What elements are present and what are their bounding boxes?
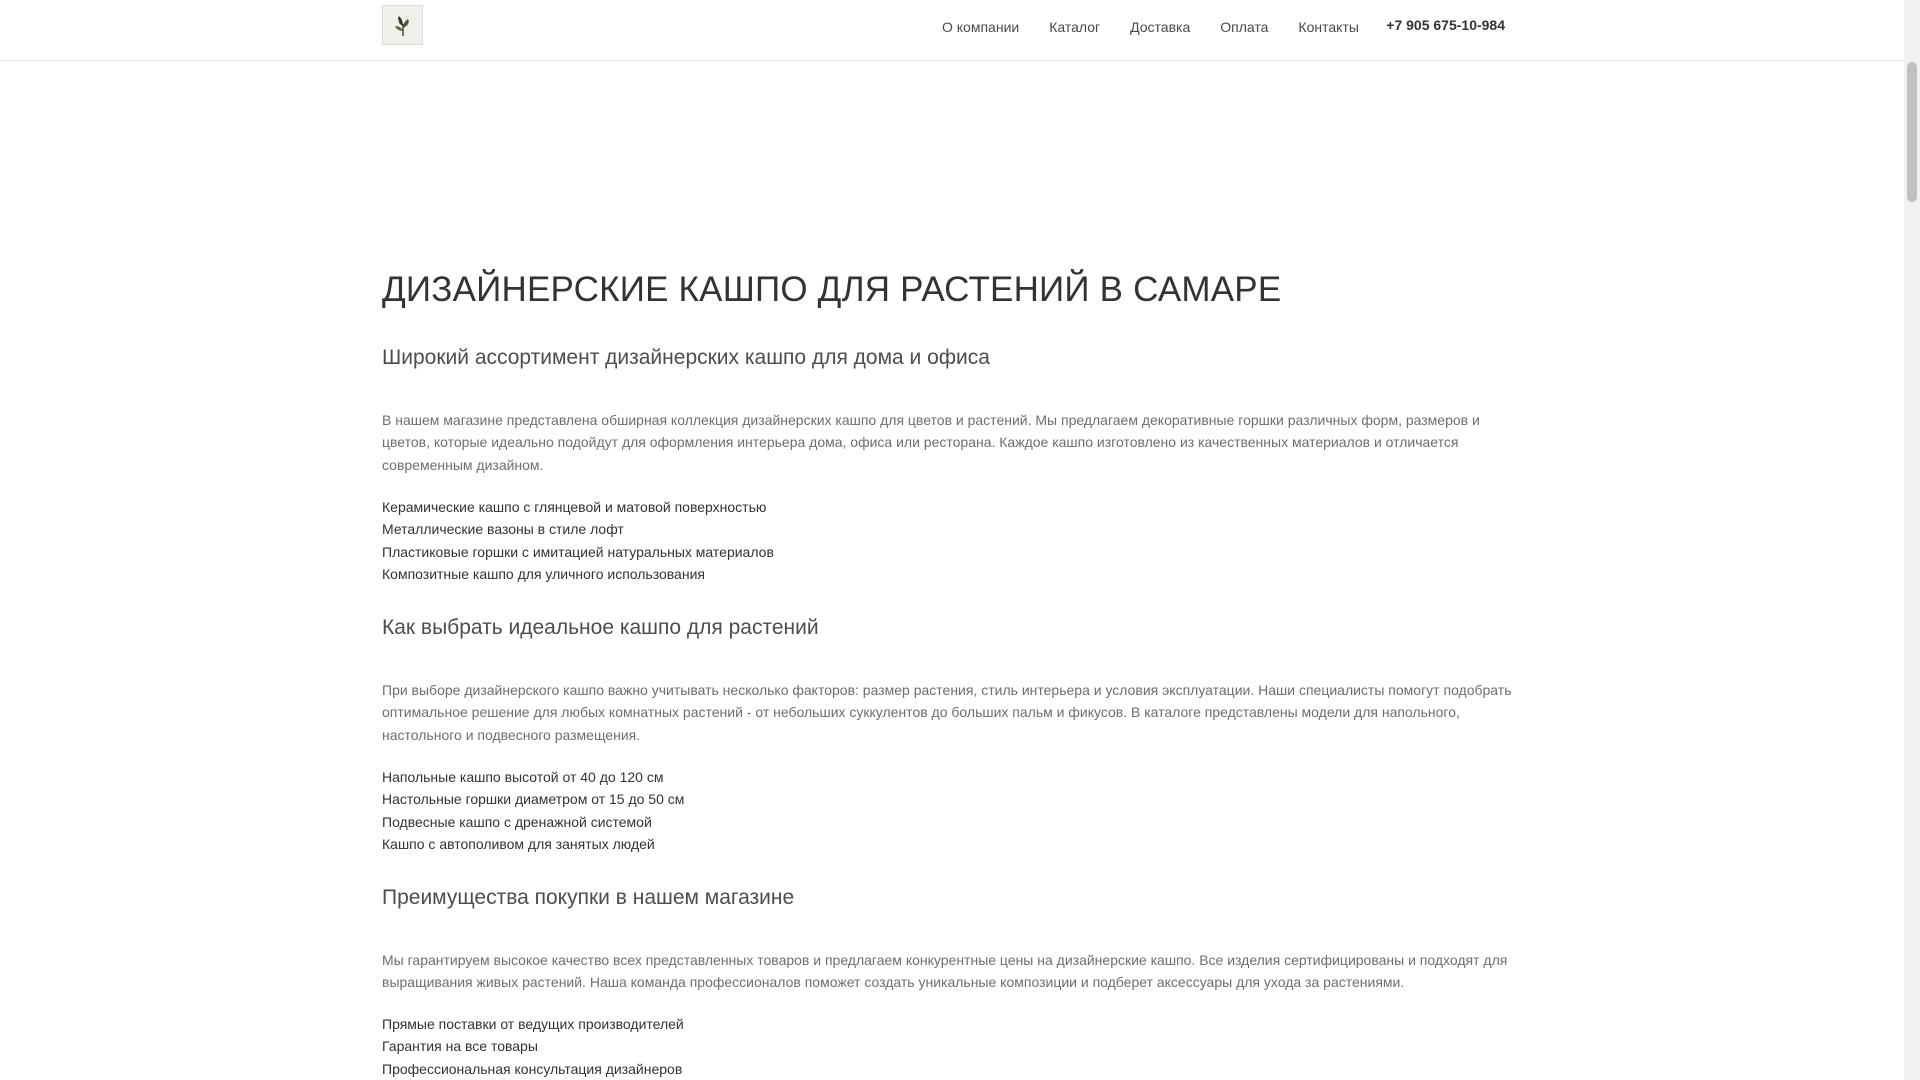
list-item: Керамические кашпо с глянцевой и матовой поверхностью [382, 499, 767, 515]
list-item: Металлические вазоны в стиле лофт [382, 521, 624, 538]
list-item: Профессиональная консультация дизайнеров [382, 1060, 683, 1077]
page-title: ДИЗАЙНЕРСКИЕ КАШПО ДЛЯ РАСТЕНИЙ В САМАРЕ [382, 270, 1282, 309]
section-list [382, 766, 684, 856]
section-text: Мы гарантируем высокое качество всех представленных товаров и предлагаем конкурентные цены на дизайнерские кашпо. Все изделия сертифицированы и подходят для выращивания живых растений. Наша команда профессионалов поможет создать уникальные композиции и подберет аксессуары для ухода за растениями. [382, 952, 1508, 991]
nav-link-delivery[interactable]: Доставка [1130, 19, 1191, 35]
phone-number[interactable]: +7 905 675-10-984 [1386, 17, 1505, 33]
list-item: Подвесные кашпо с дренажной системой [382, 813, 652, 830]
list-item: Прямые поставки от ведущих производителей [382, 1016, 684, 1032]
section-text: В нашем магазине представлена обширная коллекция дизайнерских кашпо для цветов и растений. Мы предлагаем декоративные горшки различных форм, размеров и цветов, которые идеально подойдут для оформления интерьера дома, офиса или ресторана. Каждое кашпо изготовлено из качественных материалов и отличается современным дизайном. [382, 412, 1480, 473]
main-nav [942, 0, 1389, 54]
section-heading: Как выбрать идеальное кашпо для растений [382, 616, 819, 639]
list-item: Напольные кашпо высотой от 40 до 120 см [382, 769, 664, 785]
logo[interactable] [382, 5, 423, 45]
section-heading: Широкий ассортимент дизайнерских кашпо для дома и офиса [382, 346, 990, 369]
site-header [0, 0, 1904, 61]
plant-logo-icon [390, 12, 416, 38]
nav-link-contacts[interactable]: Контакты [1298, 19, 1359, 35]
list-item: Композитные кашпо для уличного использования [382, 566, 705, 583]
scrollbar-thumb[interactable] [1907, 62, 1917, 202]
nav-link-catalog[interactable]: Каталог [1049, 19, 1101, 35]
page-scrollbar[interactable] [1904, 0, 1920, 1080]
nav-link-about[interactable]: О компании [942, 19, 1020, 35]
section-list [382, 496, 774, 586]
list-item: Настольные горшки диаметром от 15 до 50 см [382, 791, 685, 808]
section-text: При выборе дизайнерского кашпо важно учитывать несколько факторов: размер растения, стиль интерьера и условия эксплуатации. Наши специалисты помогут подобрать оптимальное решение для любых комнатных растений - от небольших суккулентов до больших пальм и фикусов. В каталоге представлены модели для напольного, настольного и подвесного размещения. [382, 682, 1512, 743]
section-heading: Преимущества покупки в нашем магазине [382, 886, 795, 909]
section-list [382, 1013, 684, 1080]
list-item: Кашпо с автополивом для занятых людей [382, 836, 655, 853]
list-item: Пластиковые горшки с имитацией натуральных материалов [382, 543, 774, 560]
list-item: Гарантия на все товары [382, 1038, 538, 1055]
nav-link-payment[interactable]: Оплата [1220, 19, 1269, 35]
